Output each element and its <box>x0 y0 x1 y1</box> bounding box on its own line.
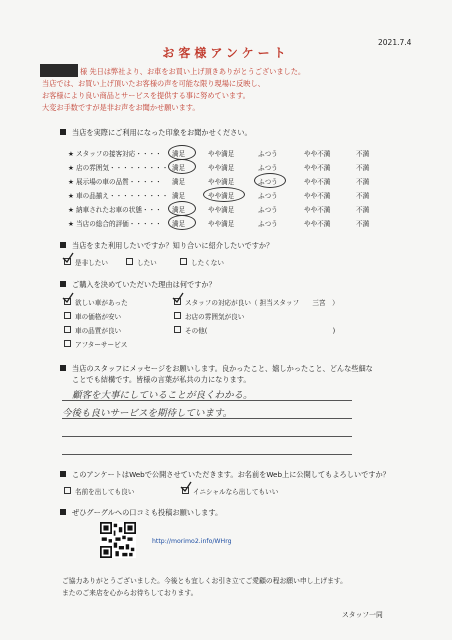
q2-title: 当店をまた利用したいですか？知り合いに紹介したいですか？ <box>60 241 273 251</box>
survey-title: お客様アンケート <box>162 46 290 60</box>
q2-option-yes-checked[interactable]: 是非したい <box>64 257 108 267</box>
answer-circle <box>168 201 196 216</box>
check-mark-icon <box>61 252 75 264</box>
q1-scale-option[interactable]: ふつう <box>258 206 278 214</box>
qr-code-icon[interactable] <box>100 522 136 558</box>
intro-line-4: 大変お手数ですが是非お声をお聞かせ願います。 <box>42 103 200 112</box>
checkbox-icon <box>64 340 71 347</box>
q1-scale-option[interactable]: ふつう <box>258 178 278 186</box>
checkbox-icon <box>64 487 71 494</box>
q1-scale-option[interactable]: 満足 <box>172 220 186 228</box>
q1-scale-option[interactable]: 不満 <box>356 150 370 158</box>
bullet-square-icon <box>60 129 66 135</box>
redacted-customer-name <box>40 64 78 77</box>
checkbox-icon <box>180 258 187 265</box>
q1-row: ★ 展示場の車の品質・・・・・ <box>68 178 162 186</box>
checkbox-icon <box>64 312 71 319</box>
q1-scale-option[interactable]: ふつう <box>258 150 278 158</box>
message-line <box>62 436 352 437</box>
q1-scale-option[interactable]: やや満足 <box>208 150 235 158</box>
q3-option-quality[interactable]: 車の品質が良い <box>64 325 121 335</box>
q1-scale-option[interactable]: やや満足 <box>208 206 235 214</box>
check-mark-icon <box>179 481 193 493</box>
intro-line-3: お客様により良い商品とサービスを提供する事に努めています。 <box>42 91 250 100</box>
q1-row: ★ 当店の総合的評価・・・・・ <box>68 220 162 228</box>
q5-option-initials-checked[interactable]: イニシャルなら出してもいい <box>182 486 278 496</box>
handwritten-message-line-1: 顧客を大事にしていることが良くわかる。 <box>72 390 253 401</box>
q1-scale-option[interactable]: やや満足 <box>208 164 235 172</box>
q1-scale-option[interactable]: やや不満 <box>304 220 331 228</box>
q1-scale-option[interactable]: 不満 <box>356 164 370 172</box>
q2-option-maybe[interactable]: したい <box>126 257 157 267</box>
q3-option-atmosphere[interactable]: お店の雰囲気が良い <box>174 311 244 321</box>
q1-scale-option[interactable]: 満足 <box>172 192 186 200</box>
handwritten-message-line-2: 今後も良いサービスを期待しています。 <box>62 408 233 419</box>
q3-option-other[interactable]: その他( ) <box>174 325 335 335</box>
footer-line-2: またのご来店を心からお待ちしております。 <box>62 589 198 597</box>
checkbox-icon <box>126 258 133 265</box>
check-mark-icon <box>61 292 75 304</box>
q3-option-after-service[interactable]: アフターサービス <box>64 339 127 349</box>
q1-scale-option[interactable]: 満足 <box>172 178 186 186</box>
q1-scale-option[interactable]: やや不満 <box>304 192 331 200</box>
checkbox-icon <box>64 326 71 333</box>
q5-title: このアンケートはWebで公開させていただきます。お名前をWeb上に公開してもよろしいですか？ <box>60 470 390 480</box>
q3-option-staff-checked[interactable]: スタッフの対応が良い（ 担当スタッフ 三宮 ） <box>174 297 339 307</box>
q1-scale-option[interactable]: 不満 <box>356 178 370 186</box>
staff-signature: スタッフ一同 <box>342 611 383 619</box>
answer-circle <box>254 173 286 188</box>
q1-scale-option[interactable]: やや満足 <box>208 220 235 228</box>
bullet-square-icon <box>60 242 66 248</box>
q1-row: ★ スタッフの接客対応・・・・ <box>68 150 162 158</box>
q1-scale-option[interactable]: ふつう <box>258 220 278 228</box>
q1-scale-option[interactable]: やや満足 <box>208 178 235 186</box>
q1-scale-option[interactable]: 満足 <box>172 164 186 172</box>
message-line <box>62 454 352 455</box>
q5-option-full-name[interactable]: 名前を出しても良い <box>64 486 134 496</box>
q3-title: ご購入を決めていただいた理由は何ですか？ <box>60 280 216 290</box>
q1-scale-option[interactable]: ふつう <box>258 192 278 200</box>
footer-line-1: ご協力ありがとうございました。今後とも宜しくお引き立てご愛顧の程お願い申し上げます。 <box>62 577 347 585</box>
review-url-link[interactable]: http://morimo2.info/WHrg <box>152 538 232 545</box>
bullet-square-icon <box>60 281 66 287</box>
q6-title: ぜひグーグルへの口コミも投稿お願いします。 <box>60 508 222 518</box>
bullet-square-icon <box>60 365 66 371</box>
q1-scale-option[interactable]: やや不満 <box>304 164 331 172</box>
survey-date: 2021.7.4 <box>378 38 412 47</box>
checkbox-icon <box>174 326 181 333</box>
checkbox-icon <box>174 312 181 319</box>
q1-row: ★ 車の品揃え・・・・・・・・・ <box>68 192 169 200</box>
q1-scale-option[interactable]: やや満足 <box>208 192 235 200</box>
q3-option-wanted-car-checked[interactable]: 欲しい車があった <box>64 297 128 307</box>
q1-title: 当店を実際にご利用になった印象をお聞かせください。 <box>60 128 252 138</box>
q2-option-no[interactable]: したくない <box>180 257 224 267</box>
q4-title: 当店のスタッフにメッセージをお願いします。良かったこと、嬉しかったこと、どんな些細な <box>60 364 373 374</box>
intro-line-1: 様 先日は弊社より、お車をお買い上げ頂きありがとうございました。 <box>80 67 306 76</box>
check-mark-icon <box>171 292 185 304</box>
q1-scale-option[interactable]: 不満 <box>356 220 370 228</box>
q1-scale-option[interactable]: やや不満 <box>304 206 331 214</box>
q1-scale-option[interactable]: 不満 <box>356 192 370 200</box>
q1-scale-option[interactable]: 満足 <box>172 150 186 158</box>
q1-scale-option[interactable]: ふつう <box>258 164 278 172</box>
q1-scale-option[interactable]: 不満 <box>356 206 370 214</box>
answer-circle <box>168 215 196 230</box>
answer-circle <box>168 145 196 160</box>
answer-circle <box>168 159 196 174</box>
q1-scale-option[interactable]: やや不満 <box>304 150 331 158</box>
intro-line-2: 当店では、お買い上げ頂いたお客様の声を可能な限り現場に反映し、 <box>42 79 265 88</box>
q1-scale-option[interactable]: やや不満 <box>304 178 331 186</box>
q1-row: ★ 納車されたお車の状態・・・ <box>68 206 162 214</box>
q1-scale-option[interactable]: 満足 <box>172 206 186 214</box>
bullet-square-icon <box>60 509 66 515</box>
answer-circle <box>203 187 245 202</box>
q3-option-price[interactable]: 車の価格が安い <box>64 311 121 321</box>
q1-row: ★ 店の雰囲気・・・・・・・・・ <box>68 164 169 172</box>
q4-title-line-2: ことでも結構です。皆様の言葉が私共の力になります。 <box>72 375 251 384</box>
bullet-square-icon <box>60 471 66 477</box>
